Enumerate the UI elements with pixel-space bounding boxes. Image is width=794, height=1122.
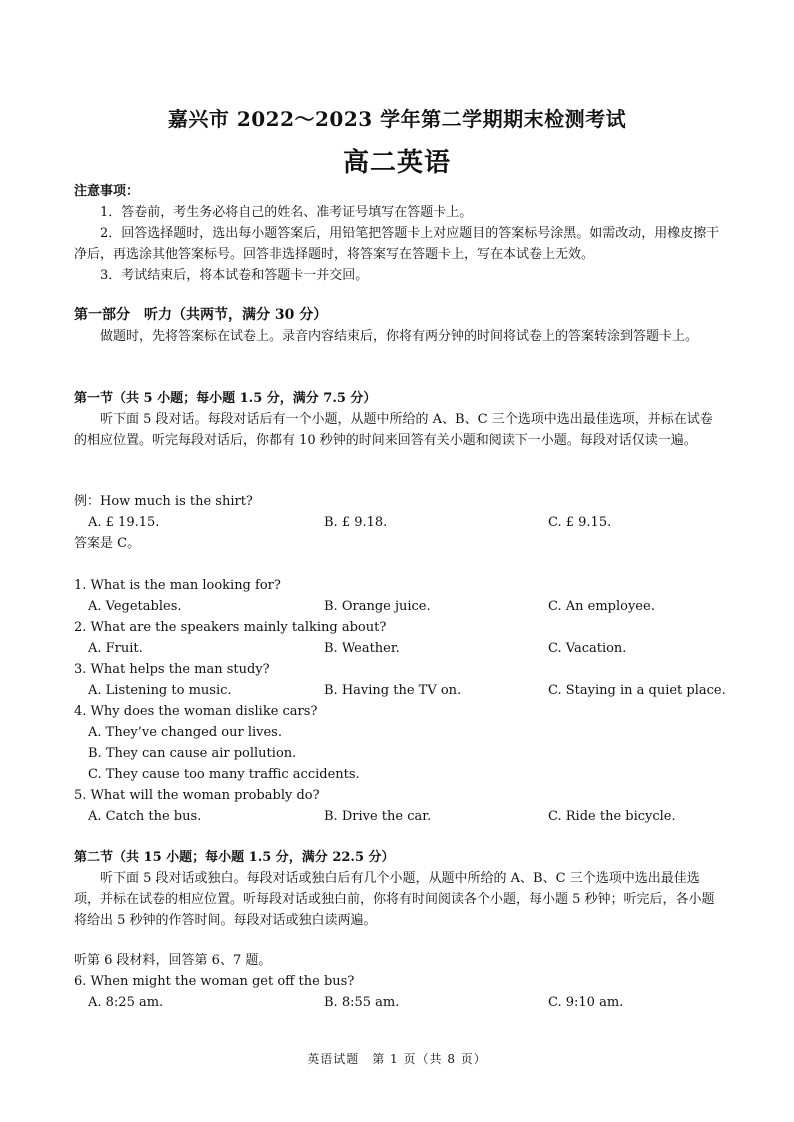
q4-option-b: B. They can cause air pollution. xyxy=(88,746,297,761)
section1-intro: 听下面 5 段对话。每段对话后有一个小题，从题中所给的 A、B、C 三个选项中选出最佳选项，并标在试卷的相应位置。听完每段对话后，你都有 10 秒钟的时间来回答有关小题和阅读下一小题。每段对话仅读一遍。 xyxy=(74,412,713,448)
q2-option-b: B. Weather. xyxy=(324,641,400,656)
example-option-c: C. £ 9.15. xyxy=(548,515,612,530)
q2-option-c: C. Vacation. xyxy=(548,641,627,656)
q6-option-c: C. 9:10 am. xyxy=(548,995,624,1010)
part1-intro: 做题时，先将答案标在试卷上。录音内容结束后，你将有两分钟的时间将试卷上的答案转涂到答题卡上。 xyxy=(100,329,699,344)
q3-option-b: B. Having the TV on. xyxy=(324,683,462,698)
q4-option-a: A. They’ve changed our lives. xyxy=(88,725,282,740)
question-2: 2. What are the speakers mainly talking about? xyxy=(74,620,387,635)
example-option-a: A. £ 19.15. xyxy=(88,515,160,530)
q5-option-a: A. Catch the bus. xyxy=(88,809,202,824)
section2-heading: 第二节（共 15 小题；每小题 1.5 分，满分 22.5 分） xyxy=(74,850,395,865)
question-5: 5. What will the woman probably do? xyxy=(74,788,320,803)
question-4: 4. Why does the woman dislike cars? xyxy=(74,704,318,719)
example-question: 例：How much is the shirt? xyxy=(74,494,253,509)
example-option-b: B. £ 9.18. xyxy=(324,515,388,530)
q4-option-c: C. They cause too many traffic accidents. xyxy=(88,767,360,782)
notice-item-3: 3．考试结束后，将本试卷和答题卡一并交回。 xyxy=(100,268,369,283)
example-answer: 答案是 C。 xyxy=(74,536,141,551)
notice-item-1: 1．答卷前，考生务必将自己的姓名、准考证号填写在答题卡上。 xyxy=(100,205,473,220)
exam-title: 嘉兴市 2022～2023 学年第二学期期末检测考试 xyxy=(167,107,627,131)
question-1: 1. What is the man looking for? xyxy=(74,578,281,593)
q6-option-b: B. 8:55 am. xyxy=(324,995,400,1010)
notice-heading: 注意事项： xyxy=(74,184,140,199)
q6-option-a: A. 8:25 am. xyxy=(88,995,164,1010)
section2-intro: 听下面 5 段对话或独白。每段对话或独白后有几个小题，从题中所给的 A、B、C 三个选项中选出最佳选项，并标在试卷的相应位置。听每段对话或独白前，你将有时间阅读各个小题，每小题 5 秒钟；听完后，各小题将给出 5 秒钟的作答时间。每段对话或独白读两遍。 xyxy=(74,871,715,928)
q1-option-a: A. Vegetables. xyxy=(88,599,182,614)
q3-option-c: C. Staying in a quiet place. xyxy=(548,683,726,698)
q3-option-a: A. Listening to music. xyxy=(88,683,232,698)
part1-heading: 第一部分 听力（共两节，满分 30 分） xyxy=(74,307,328,323)
section1-heading: 第一节（共 5 小题；每小题 1.5 分，满分 7.5 分） xyxy=(74,391,377,406)
page-footer: 英语试题 第 1 页（共 8 页） xyxy=(307,1052,487,1066)
q5-option-b: B. Drive the car. xyxy=(324,809,432,824)
question-3: 3. What helps the man study? xyxy=(74,662,270,677)
question-6: 6. When might the woman get off the bus? xyxy=(74,974,355,989)
notice-item-2: 2．回答选择题时，选出每小题答案后，用铅笔把答题卡上对应题目的答案标号涂黑。如需改动，用橡皮擦干净后，再选涂其他答案标号。回答非选择题时，将答案写在答题卡上，写在本试卷上无效。 xyxy=(74,226,720,262)
q2-option-a: A. Fruit. xyxy=(88,641,143,656)
subject-title: 高二英语 xyxy=(342,148,451,178)
material-6-note: 听第 6 段材料，回答第 6、7 题。 xyxy=(74,953,272,968)
q5-option-c: C. Ride the bicycle. xyxy=(548,809,676,824)
q1-option-b: B. Orange juice. xyxy=(324,599,431,614)
q1-option-c: C. An employee. xyxy=(548,599,655,614)
